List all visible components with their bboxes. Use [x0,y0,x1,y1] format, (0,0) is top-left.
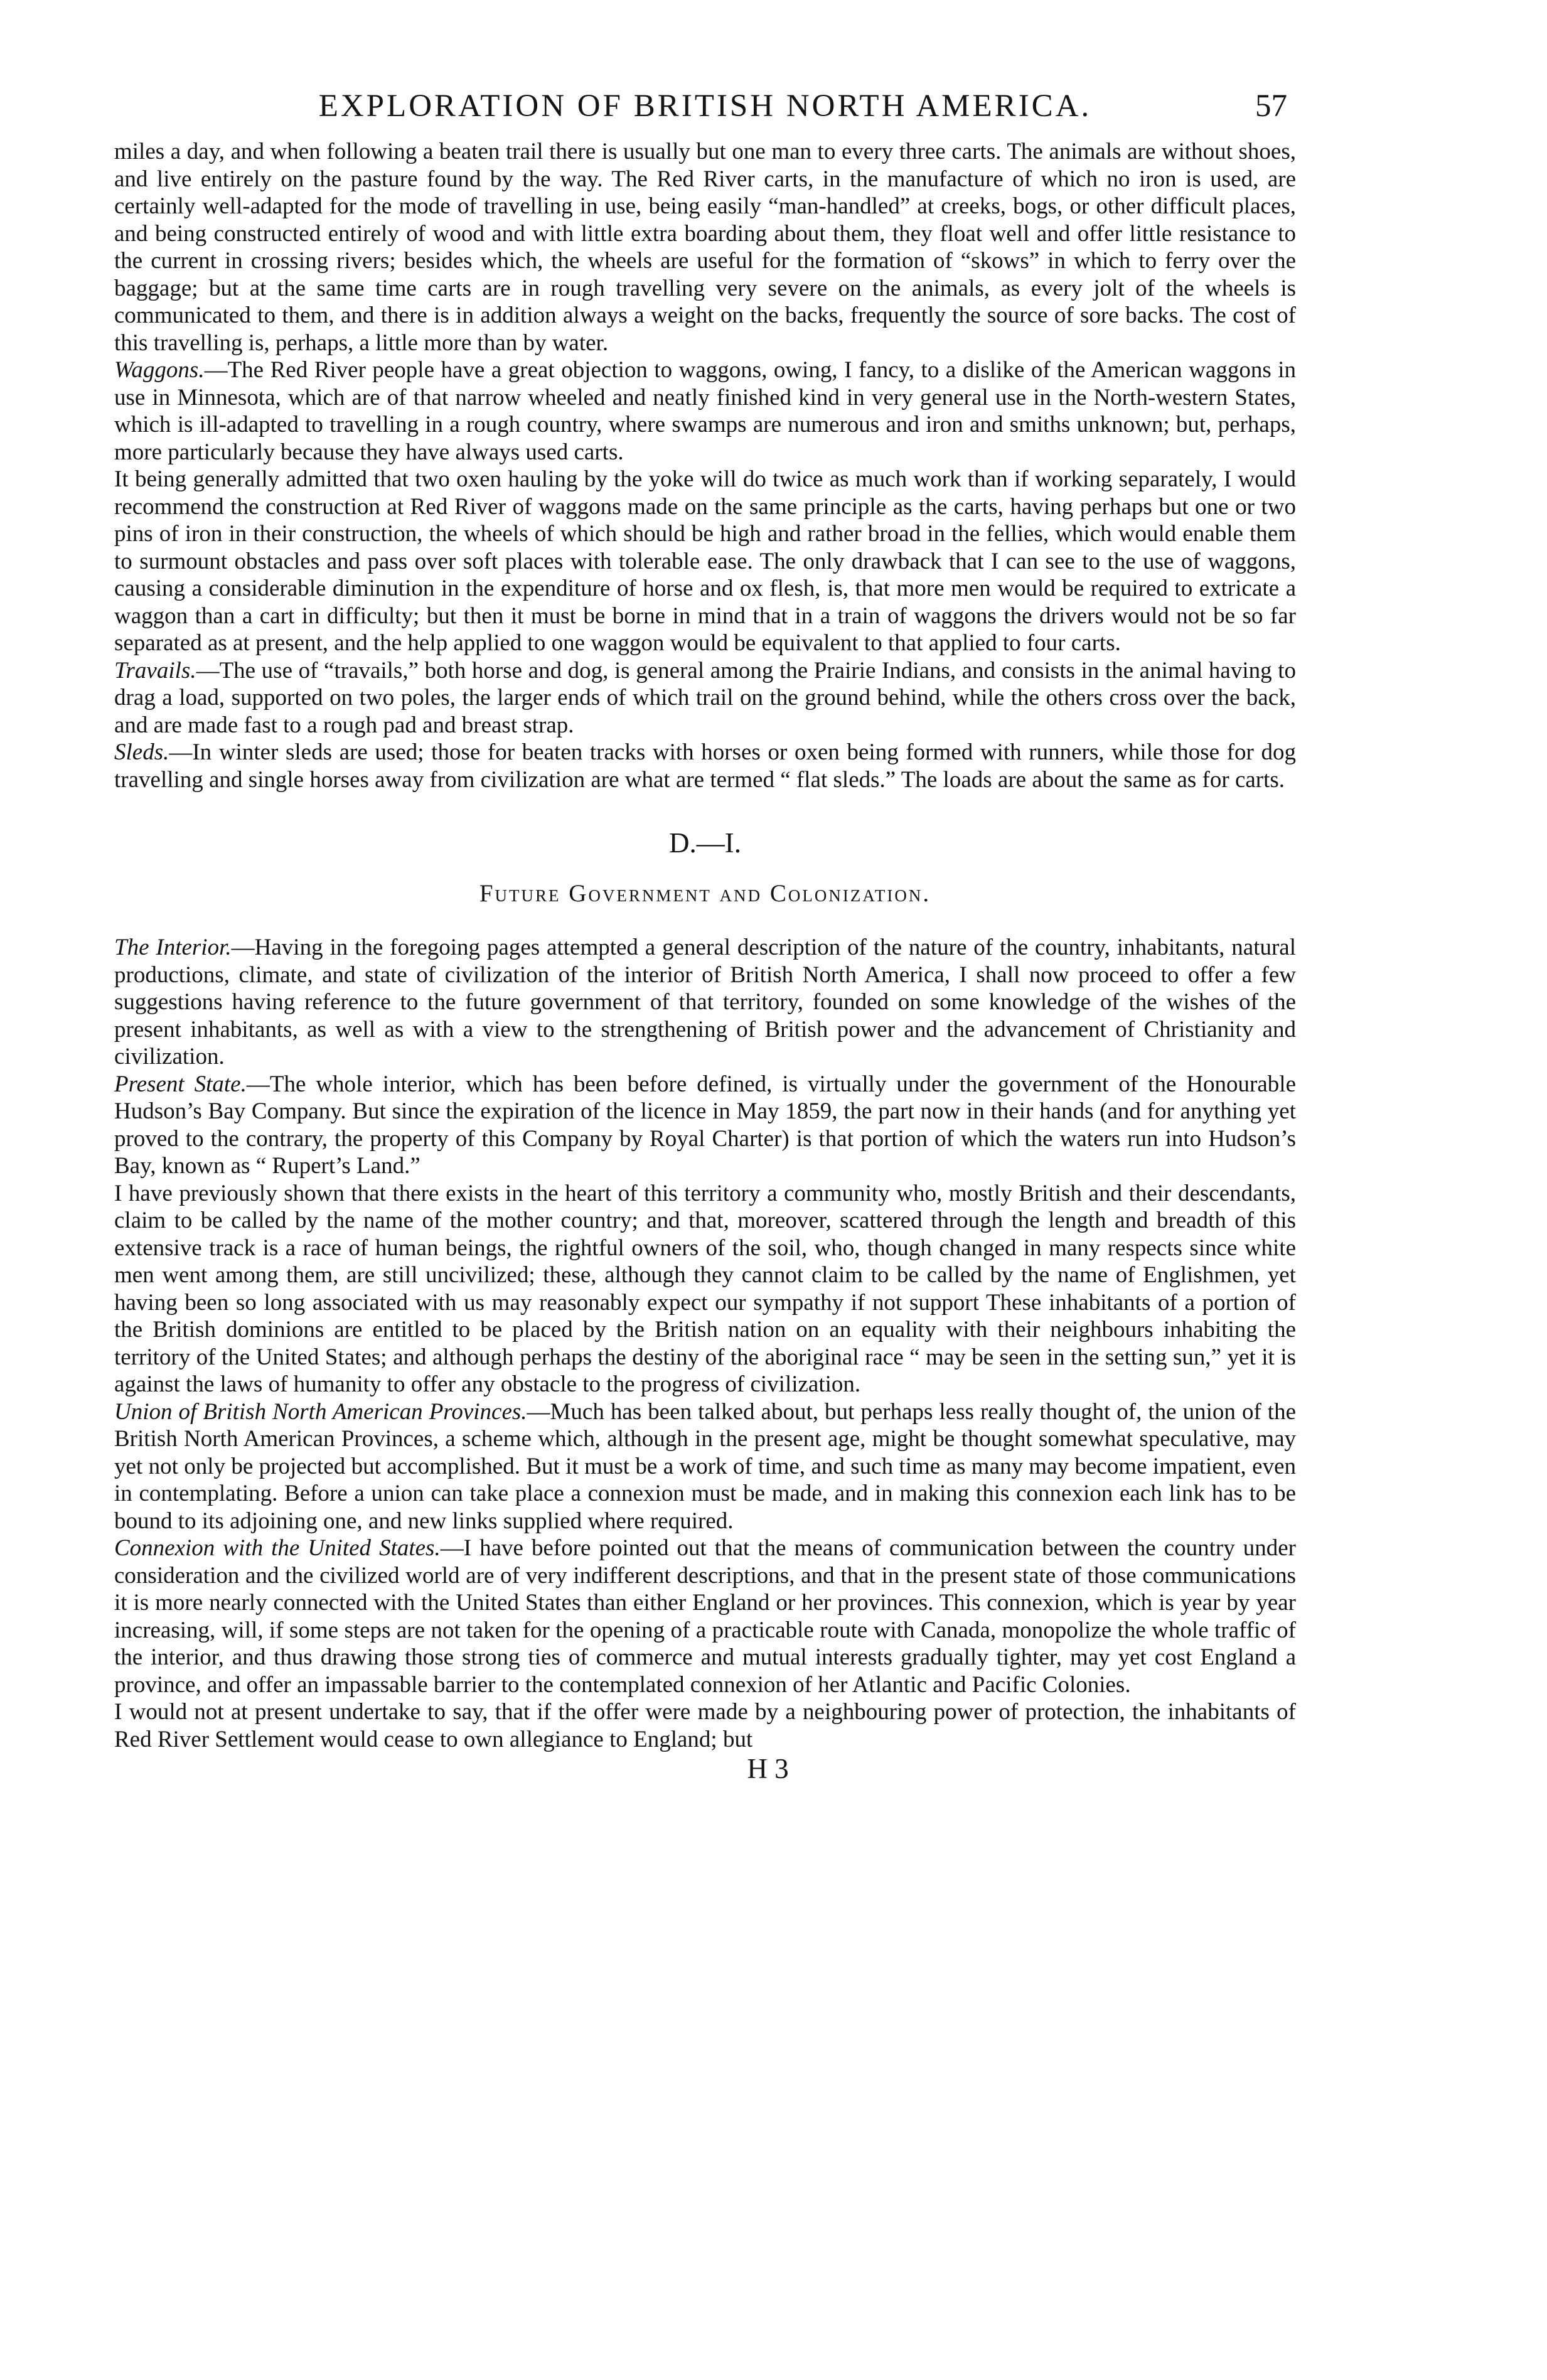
page-number: 57 [1255,88,1287,124]
paragraph-waggons [114,356,1296,466]
paragraph-union [114,1398,1296,1535]
running-head [114,87,1296,126]
paragraph-carts [114,138,1296,356]
side-heading: Connexion with the United States. [114,1535,441,1561]
paragraph-interior [114,934,1296,1071]
signature-mark: H 3 [747,1753,789,1784]
paragraph-text: miles a day, and when following a beaten trail there is usually but one man to every three carts. The animals are without shoes, and live entirely on the pasture found by the way. The Red River carts, in the manufacture of which no iron is used, are certainly well-adapted for the mode of travelling in use, being easily “man-handled” at creeks, bogs, or other difficult places, and being constructed entirely of wood and with little extra boarding about them, they float well and offer little resistance to the current in crossing rivers; besides which, the wheels are useful for the formation of “skows” in which to ferry over the baggage; but at the same time carts are in rough travelling very severe on the animals, as every jolt of the wheels is communicated to them, and there is in addition always a weight on the backs, frequently the source of sore backs. The cost of this travelling is, perhaps, a little more than by water. [114,139,1296,356]
paragraph-waggon-recommendation [114,466,1296,657]
paragraph-travails [114,657,1296,739]
running-title: EXPLORATION OF BRITISH NORTH AMERICA. [318,88,1092,124]
paragraph-text: —Much has been talked about, but perhaps less really thought of, the union of the British North American Provinces, a scheme which, although in the present age, might be thought somewhat speculative, may yet not only be projected but accomplished. But it must be a work of time, and such time as many may become impatient, even in contemplating. Before a union can take place a connexion must be made, and in making this connexion each link has to be bound to its adjoining one, and new links supplied where required. [114,1398,1296,1534]
paragraph-text: It being generally admitted that two oxen hauling by the yoke will do twice as much work than if working separately, I would recommend the construction at Red River of waggons made on the same principle as the carts, having perhaps but one or two pins of iron in their construction, the wheels of which should be high and rather broad in the fellies, which would enable them to surmount obstacles and pass over soft places with tolerable ease. The only drawback that I can see to the use of waggons, causing a considerable diminution in the expenditure of horse and ox flesh, is, that more men would be required to extricate a waggon than a cart in difficulty; but then it must be borne in mind that in a train of waggons the drivers would not be so far separated as at present, and the help applied to one waggon would be equivalent to that applied to four carts. [114,466,1296,656]
body-text-top [114,138,1296,793]
paragraph-text: —I have before pointed out that the means of communication between the country under consideration and the civilized world are of very indifferent descriptions, and that in the present state of those communications it is more nearly connected with the United States than either England or her provinces. This connexion, which is year by year increasing, will, if some steps are not taken for the opening of a practicable route with Canada, monopolize the whole traffic of the interior, and thus drawing those strong ties of commerce and mutual interests gradually tighter, may yet cost England a province, and offer an impassable barrier to the contemplated connexion of her Atlantic and Pacific Colonies. [114,1535,1296,1698]
paragraph-text: —The Red River people have a great objection to waggons, owing, I fancy, to a dislike of the American waggons in use in Minnesota, which are of that narrow wheeled and neatly finished kind in very general use in the North-western States, which is ill-adapted to travelling in a rough country, where swamps are numerous and iron and smiths unknown; but, perhaps, more particularly because they have always used carts. [114,357,1296,465]
side-heading: Union of British North American Provinces. [114,1398,527,1425]
paragraph-text: I have previously shown that there exists in the heart of this territory a community who, mostly British and their descendants, claim to be called by the name of the mother country; and that, moreover, scattered through the length and breadth of this extensive track is a race of human beings, the rightful owners of the soil, who, though changed in many respects since white men went among them, are still uncivilized; these, although they cannot claim to be called by the name of Englishmen, yet having been so long associated with us may reasonably expect our sympathy if not support These inhabitants of a portion of the British dominions are entitled to be placed by the British nation on an equality with their neighbours inhabiting the territory of the United States; and although perhaps the destiny of the aboriginal race “ may be seen in the setting sun,” yet it is against the laws of humanity to offer any obstacle to the progress of civilization. [114,1180,1296,1397]
body-text-bottom [114,934,1296,1753]
paragraph-text: —Having in the foregoing pages attempted a general description of the nature of the country, inhabitants, natural productions, climate, and state of civilization of the interior of British North America, I shall now proceed to offer a few suggestions having reference to the future government of that territory, founded on some knowledge of the wishes of the present inhabitants, as well as with a view to the strengthening of British power and the advancement of Christianity and civilization. [114,935,1297,1069]
paragraph-allegiance [114,1698,1296,1753]
paragraph-text: —In winter sleds are used; those for beaten tracks with horses or oxen being formed with runners, while those for dog travelling and single horses away from civilization are what are termed “ flat sleds.” The loads are about the same as for carts. [114,739,1296,793]
section-mark: D.—I. [669,827,741,859]
side-heading: The Interior. [114,935,232,960]
side-heading: Travails. [114,657,196,683]
paragraph-text: —The whole interior, which has been before defined, is virtually under the government of the Honourable Hudson’s Bay Company. But since the expiration of the licence in May 1859, the part now in their hands (and for anything yet proved to the contrary, the property of this Company by Royal Charter) is that portion of which the waters run into Hudson’s Bay, known as “ Rupert’s Land.” [114,1071,1296,1179]
side-heading: Sleds. [114,739,169,765]
side-heading: Present State. [114,1071,247,1097]
section-heading: Future Government and Colonization. [479,880,931,907]
paragraph-present-state [114,1071,1296,1180]
paragraph-text: —The use of “travails,” both horse and dog, is general among the Prairie Indians, and consists in the animal having to drag a load, supported on two poles, the larger ends of which trail on the ground behind, while the others cross over the back, and are made fast to a rough pad and breast strap. [114,657,1296,738]
paragraph-sleds [114,739,1296,793]
paragraph-connexion [114,1535,1296,1698]
side-heading: Waggons. [114,357,205,383]
paragraph-text: I would not at present undertake to say, that if the offer were made by a neighbouring power of protection, the inhabitants of Red River Settlement would cease to own allegiance to England; but [114,1699,1296,1752]
paragraph-community [114,1180,1296,1398]
